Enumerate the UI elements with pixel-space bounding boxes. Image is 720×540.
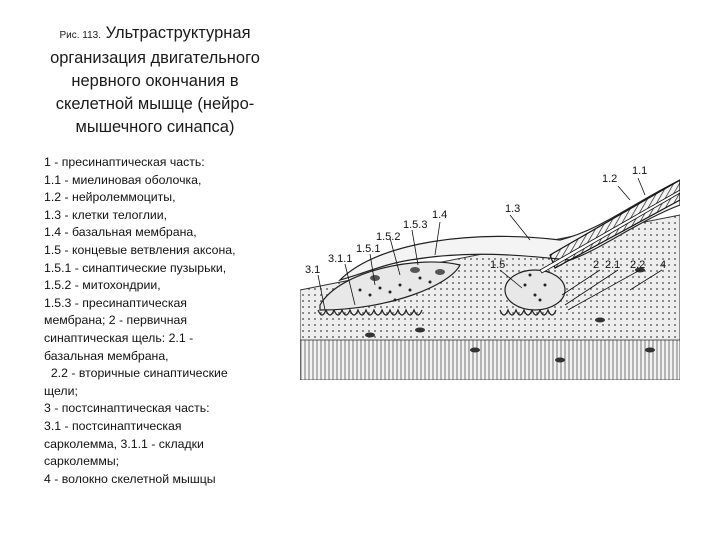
legend-line: 1.5.2 - митохондрии,: [44, 278, 161, 293]
label-1-5: 1.5: [490, 259, 506, 271]
legend-line: сарколеммы;: [44, 454, 120, 469]
legend-line: синаптическая щель: 2.1 -: [44, 330, 194, 345]
legend-line: 1.5.1 - синаптические пузырьки,: [44, 260, 227, 275]
legend-line: 1.3 - клетки телоглии,: [44, 207, 168, 222]
legend-line: 1.1 - миелиновая оболочка,: [44, 172, 202, 187]
figure-number: Рис. 113.: [59, 30, 102, 41]
label-1-2: 1.2: [602, 173, 618, 185]
caption-line-2: организация двигательного: [50, 49, 260, 67]
label-1-5-2: 1.5.2: [376, 231, 401, 243]
figure-caption: [30, 22, 280, 139]
legend-line: сарколемма, 3.1.1 - складки: [44, 436, 204, 451]
legend-line: базальная мембрана,: [44, 348, 169, 363]
legend-line: 3.1 - постсинаптическая: [44, 418, 182, 433]
label-1-1: 1.1: [632, 165, 648, 177]
label-2: 2: [593, 259, 600, 271]
label-1-5-3: 1.5.3: [403, 219, 428, 231]
label-3-1: 3.1: [305, 264, 321, 276]
label-1-3: 1.3: [505, 203, 521, 215]
legend-line: мембрана; 2 - первичная: [44, 313, 187, 328]
myofibril-band: [300, 340, 680, 380]
legend-line: 1.5.3 - пресинаптическая: [44, 295, 187, 310]
label-1-5-1: 1.5.1: [356, 243, 381, 255]
caption-line-4: скелетной мышце (нейро-: [55, 95, 255, 113]
legend-line: 4 - волокно скелетной мышцы: [44, 471, 216, 486]
legend-line: 1.4 - базальная мембрана,: [44, 225, 197, 240]
label-2-1: 2.1: [605, 259, 621, 271]
synapse-illustration: [300, 160, 680, 380]
axon-terminal-right: [505, 270, 565, 310]
caption-line-1: Ультраструктурная: [105, 24, 251, 42]
legend-line: 1 - пресинаптическая часть:: [44, 155, 205, 169]
legend: [44, 154, 284, 488]
legend-line: 1.2 - нейролеммоциты,: [44, 190, 176, 205]
label-3-1-1: 3.1.1: [328, 253, 353, 265]
caption-line-3: нервного окончания в: [71, 72, 239, 90]
label-2-2: 2.2: [630, 259, 646, 271]
legend-line: 1.5 - концевые ветвления аксона,: [44, 242, 236, 257]
label-4: 4: [660, 259, 667, 271]
legend-line: 2.2 - вторичные синаптические: [44, 366, 228, 381]
legend-line: щели;: [44, 383, 78, 398]
legend-line: 3 - постсинаптическая часть:: [44, 401, 210, 416]
caption-line-5: мышечного синапса): [75, 118, 235, 136]
label-1-4: 1.4: [432, 209, 448, 221]
